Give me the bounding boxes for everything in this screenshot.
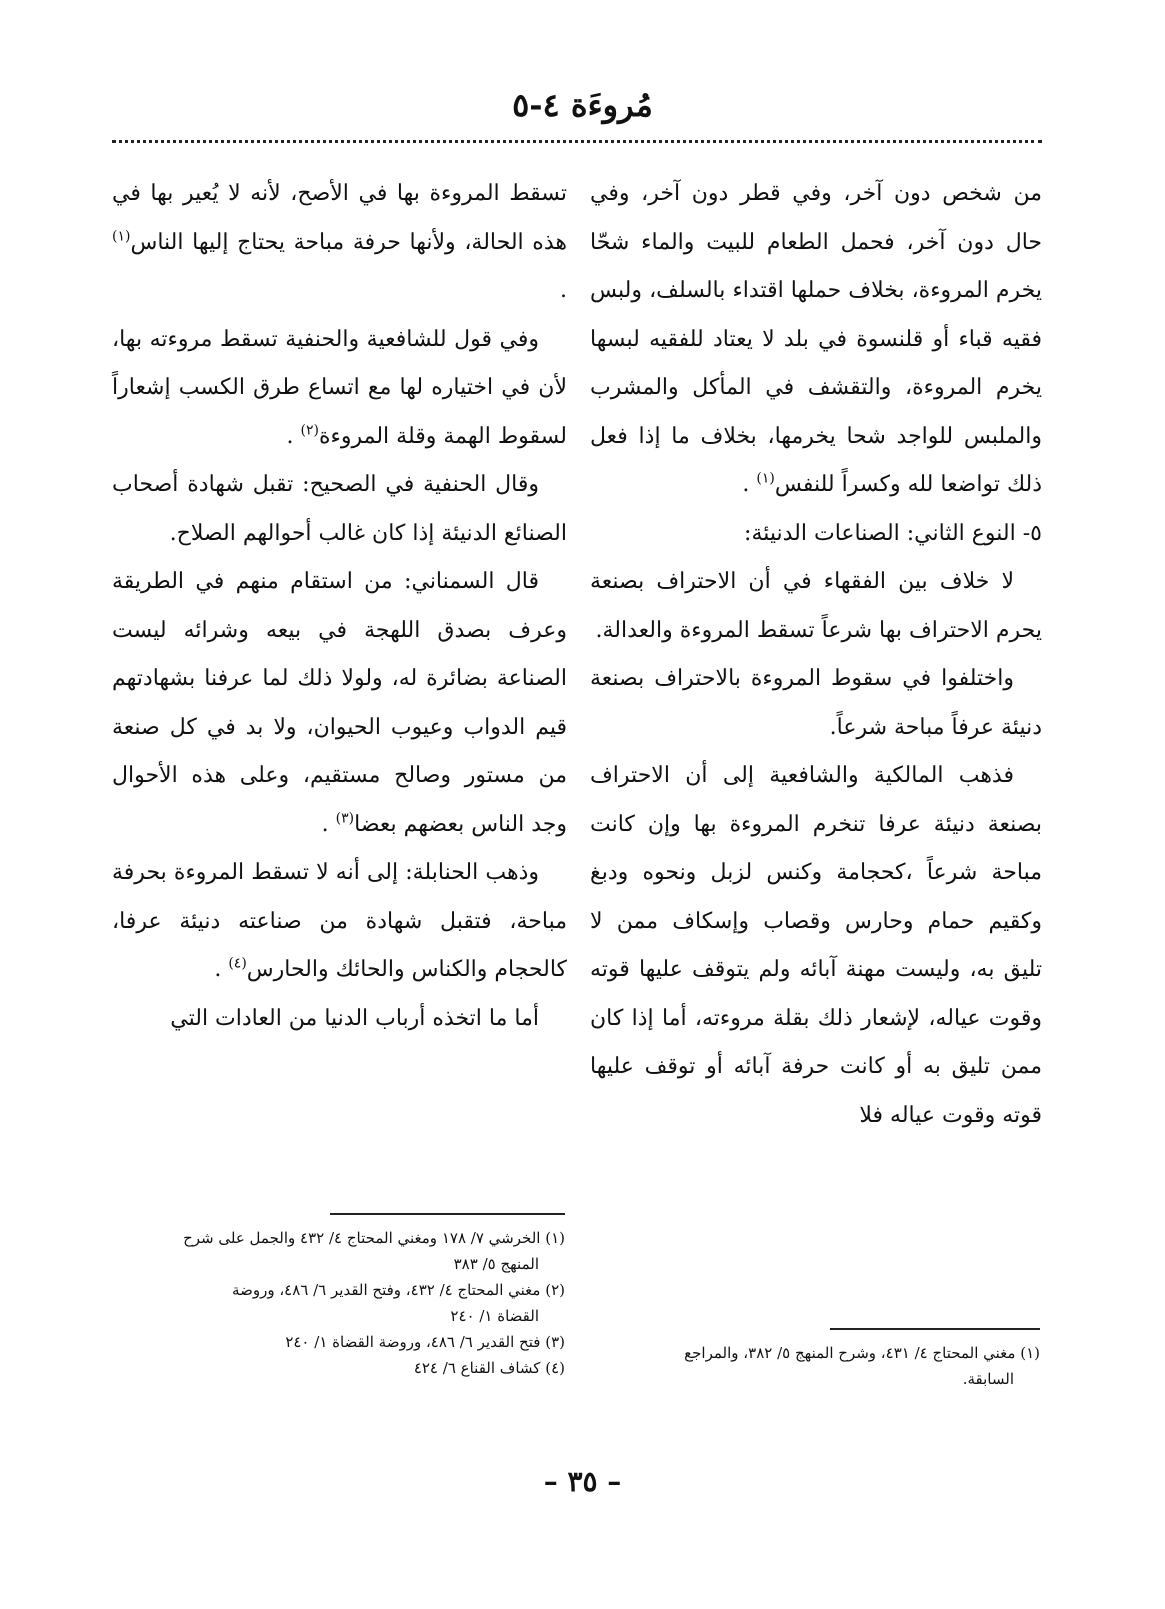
- footnote-number: (٣): [545, 1333, 565, 1351]
- footnote-right-1-cont: السابقة.: [962, 1370, 1014, 1388]
- footnote-ref-1: (١): [756, 470, 775, 487]
- footnote-left-2-cont: القضاة ١/ ٢٤٠: [450, 1307, 539, 1325]
- footnote-rule-left: [330, 1213, 565, 1215]
- footnote-ref-4: (٤): [228, 955, 247, 972]
- right-paragraph-1-text: من شخص دون آخر، وفي قطر دون آخر، وفي حال دون آخر، فحمل الطعام للبيت والماء شحّا يخرم المروءة، بخلاف حملها اقتداء بالسلف، ولبس فقيه قباء أو قلنسوة في بلد لا يعتاد للفقيه لبسها يخرم المروءة، والتقشف في المأكل والمشرب والملبس للواجد شحا يخرمها، بخلاف ما إذا فعل ذلك تواضعا لله وكسراً للنفس: [590, 181, 1042, 497]
- footnote-number: (١): [1020, 1344, 1040, 1362]
- footnote-text: كشاف القناع ٦/ ٤٢٤: [413, 1359, 541, 1377]
- left-paragraph-4: قال السمناني: من استقام منهم في الطريقة وعرف بصدق اللهجة في بيعه وشرائه ليست الصناعة بضائرة له، ولولا ذلك لما عرفنا بشهادتهم قيم الدواب وعيوب الحيوان، ولا بد في كل صنعة من مستور وصالح مستقيم، وعلى هذه الأحوال وجد الناس بعضهم بعضا$^{(٣)}$ .: [112, 569, 567, 837]
- footnotes-right: [590, 1340, 1042, 1392]
- footnote-number: (٢): [545, 1281, 565, 1299]
- footnote-ref-1: (١): [112, 228, 131, 245]
- right-paragraph-3: واختلفوا في سقوط المروءة بالاحتراف بصنعة دنيئة عرفاً مباحة شرعاً.: [590, 666, 1042, 740]
- footnotes-left: [112, 1225, 567, 1381]
- footnote-left-1-cont: المنهج ٥/ ٣٨٣: [453, 1255, 539, 1273]
- page-number: – ٣٥ –: [543, 1465, 622, 1498]
- footnote-text: مغني المحتاج ٤/ ٤٣١، وشرح المنهج ٥/ ٣٨٢، والمراجع: [684, 1344, 1016, 1362]
- left-paragraph-1: تسقط المروءة بها في الأصح، لأنه لا يُعير بها في هذه الحالة، ولأنها حرفة مباحة يحتاج إليها الناس$^{(١)}$ .: [112, 181, 567, 303]
- section-heading: ٥- النوع الثاني: الصناعات الدنيئة:: [744, 520, 1042, 546]
- left-paragraph-3: وقال الحنفية في الصحيح: تقبل شهادة أصحاب الصنائع الدنيئة إذا كان غالب أحوالهم الصلاح.: [112, 472, 567, 546]
- footnote-rule-right: [830, 1328, 1040, 1330]
- left-paragraph-1-text: تسقط المروءة بها في الأصح، لأنه لا يُعير بها في هذه الحالة، ولأنها حرفة مباحة يحتاج إليها الناس: [112, 181, 567, 255]
- right-paragraph-2: لا خلاف بين الفقهاء في أن الاحتراف بصنعة يحرم الاحتراف بها شرعاً تسقط المروءة والعدالة.: [590, 569, 1042, 643]
- left-paragraph-2-text: وفي قول للشافعية والحنفية تسقط مروءته بها، لأن في اختياره لها مع اتساع طرق الكسب إشعاراً لسقوط الهمة وقلة المروءة: [112, 326, 567, 449]
- right-paragraph-4: فذهب المالكية والشافعية إلى أن الاحتراف بصنعة دنيئة عرفا تنخرم المروءة بها وإن كانت مباحة شرعاً ،كحجامة وكنس لزبل ونحوه ودبغ وكقيم حمام وحارس وقصاب وإسكاف ممن لا تليق به، وليست مهنة آبائه ولم يتوقف عليها قوته وقوت عياله، لإشعار ذلك بقلة مروءته، أما إذا كان ممن تليق به أو كانت حرفة آبائه أو توقف عليها قوته وقوت عياله فلا: [590, 763, 1042, 1128]
- right-column: [590, 170, 1042, 1140]
- footnote-left-2: [112, 1277, 567, 1303]
- page-header-title: مُروءَة ٤-٥: [512, 86, 653, 124]
- left-paragraph-4-text: قال السمناني: من استقام منهم في الطريقة وعرف بصدق اللهجة في بيعه وشرائه ليست الصناعة بضائرة له، ولولا ذلك لما عرفنا بشهادتهم قيم الدواب وعيوب الحيوان، ولا بد في كل صنعة من مستور وصالح مستقيم، وعلى هذه الأحوال وجد الناس بعضهم بعضا: [112, 569, 567, 837]
- header-dotted-rule: [112, 140, 1042, 143]
- footnote-left-3: [112, 1329, 567, 1355]
- footnote-number: (٤): [545, 1359, 565, 1377]
- footnote-text: مغني المحتاج ٤/ ٤٣٢، وفتح القدير ٦/ ٤٨٦، وروضة: [232, 1281, 541, 1299]
- footnote-text: فتح القدير ٦/ ٤٨٦، وروضة القضاة ١/ ٢٤٠: [285, 1333, 541, 1351]
- left-paragraph-5: وذهب الحنابلة: إلى أنه لا تسقط المروءة بحرفة مباحة، فتقبل شهادة من صناعته دنيئة عرفا، كالحجام والكناس والحائك والحارس$^{(٤)}$ .: [112, 860, 567, 982]
- footnote-ref-3: (٣): [335, 810, 355, 827]
- footnote-number: (١): [545, 1229, 565, 1247]
- footnote-left-1: [112, 1225, 567, 1251]
- footnote-text: الخرشي ٧/ ١٧٨ ومغني المحتاج ٤/ ٤٣٢ والجمل على شرح: [183, 1229, 541, 1247]
- left-paragraph-2: وفي قول للشافعية والحنفية تسقط مروءته بها، لأن في اختياره لها مع اتساع طرق الكسب إشعاراً لسقوط الهمة وقلة المروءة$^{(٢)}$ .: [112, 326, 567, 449]
- footnote-right-1: [590, 1340, 1042, 1366]
- footnote-ref-2: (٢): [300, 422, 319, 439]
- footnote-left-4: [112, 1355, 567, 1381]
- left-paragraph-6: أما ما اتخذه أرباب الدنيا من العادات التي: [170, 1005, 539, 1031]
- right-paragraph-1: من شخص دون آخر، وفي قطر دون آخر، وفي حال دون آخر، فحمل الطعام للبيت والماء شحّا يخرم المروءة، بخلاف حملها اقتداء بالسلف، ولبس فقيه قباء أو قلنسوة في بلد لا يعتاد للفقيه لبسها يخرم المروءة، والتقشف في المأكل والمشرب والملبس للواجد شحا يخرمها، بخلاف ما إذا فعل ذلك تواضعا لله وكسراً للنفس$^{(١)}$ .: [590, 181, 1042, 497]
- left-paragraph-5-text: وذهب الحنابلة: إلى أنه لا تسقط المروءة بحرفة مباحة، فتقبل شهادة من صناعته دنيئة عرفا، كالحجام والكناس والحائك والحارس: [112, 860, 567, 982]
- left-column: [112, 170, 567, 1043]
